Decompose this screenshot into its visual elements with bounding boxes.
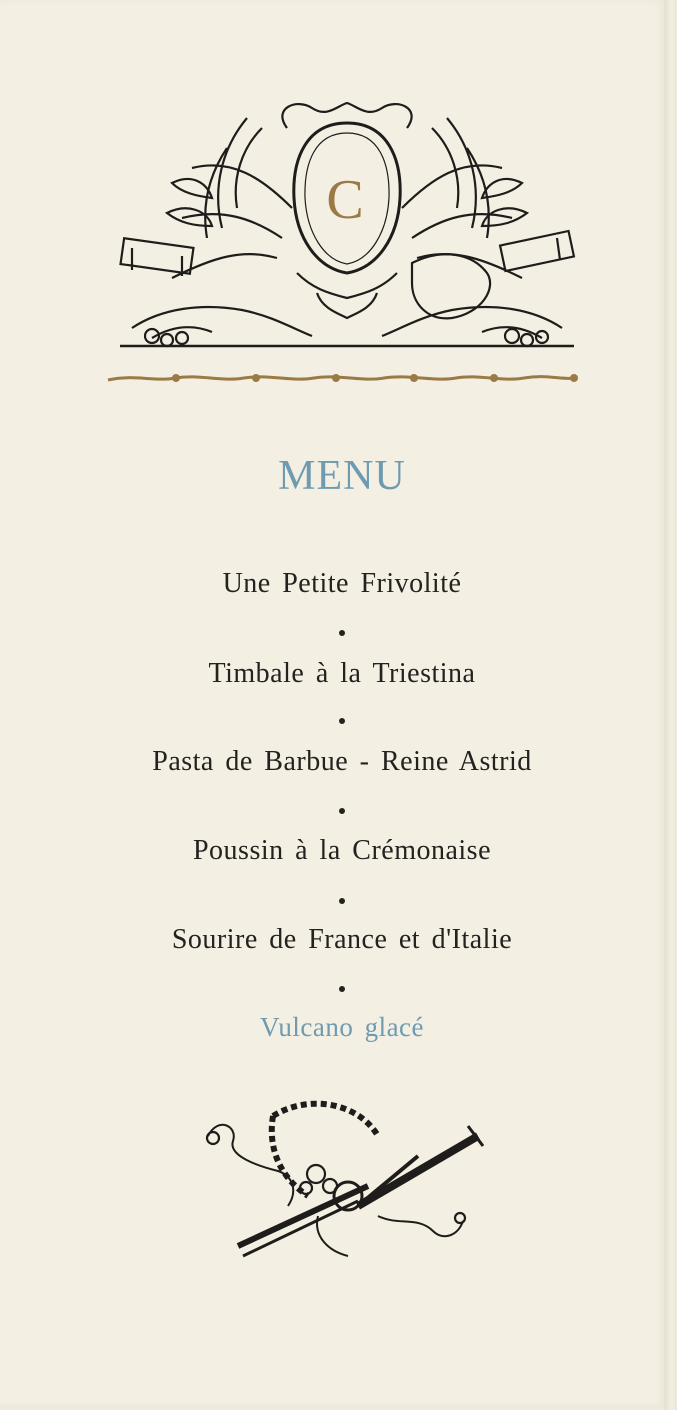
course-separator-dot	[339, 986, 345, 992]
musical-instruments-ornament-image	[198, 1096, 488, 1266]
dessert-item: Vulcano glacé	[259, 1012, 425, 1042]
course-item: Une Petite Frivolité	[222, 568, 462, 599]
crest-monogram: C	[326, 169, 364, 231]
course-separator-dot	[339, 630, 345, 636]
course-item: Sourire de France et d'Italie	[171, 924, 513, 955]
course-separator-dot	[339, 898, 345, 904]
course-separator-dot	[339, 718, 345, 724]
course-item: Timbale à la Triestina	[208, 658, 476, 689]
course-item: Poussin à la Crémonaise	[192, 835, 492, 866]
card-edge	[664, 0, 677, 1410]
course-item: Pasta de Barbue - Reine Astrid	[152, 746, 532, 777]
course-separator-dot	[339, 808, 345, 814]
gold-divider	[104, 368, 580, 390]
menu-title: MENU	[278, 453, 406, 499]
